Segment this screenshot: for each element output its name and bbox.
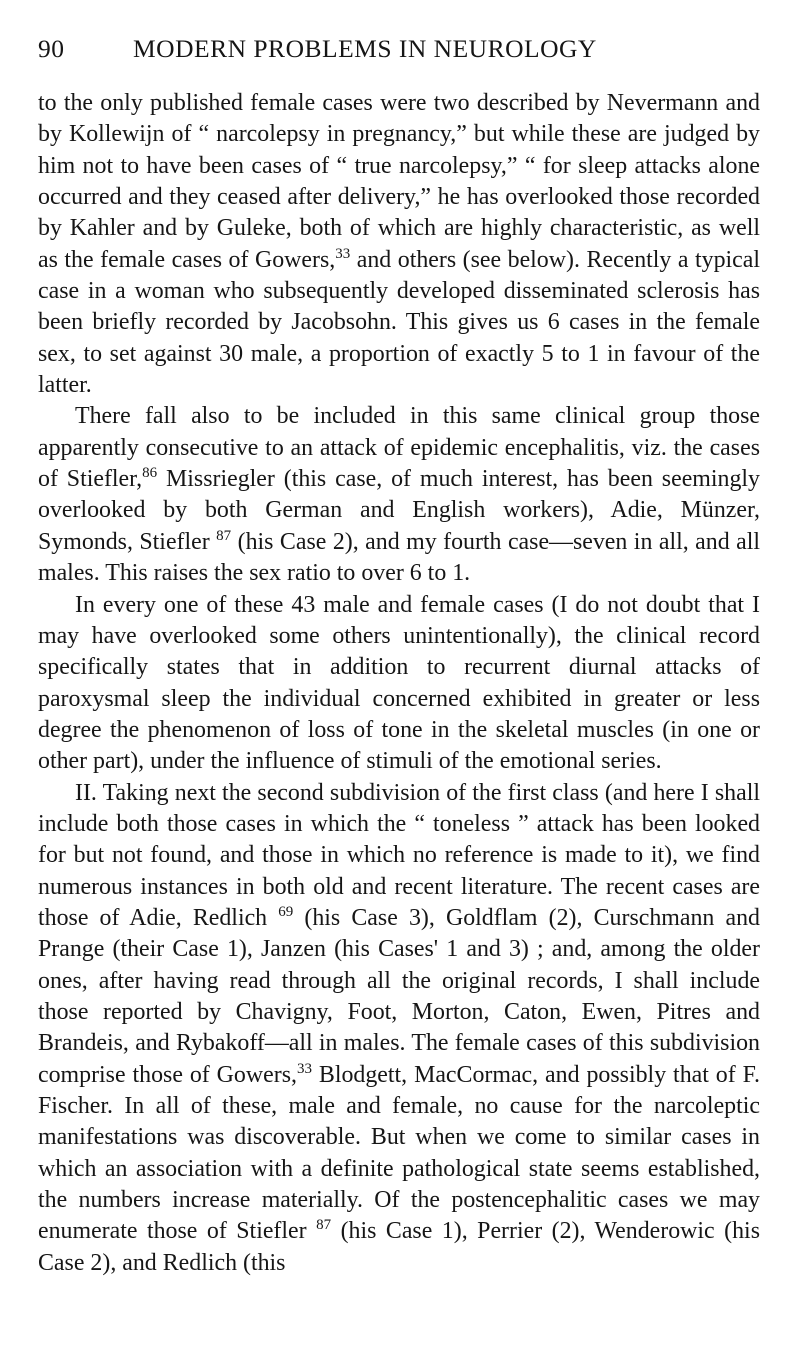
paragraph-4 <box>38 778 760 1280</box>
citation-superscript: 33 <box>335 245 351 262</box>
text-run: (his Case 2), and my fourth case—seven in all, and all males. This raises the sex ratio to over 6 to 1. <box>38 528 760 587</box>
text-run: II. Taking next the second subdivision of the first class (and here I shall include both those cases in which the “ toneless ” attack has been looked for but not found, and those in which no reference is made to it), we find numerous instances in both old and recent literature. The recent cases are those of Adie, Redlich <box>38 779 760 931</box>
citation-superscript: 33 <box>296 1060 312 1077</box>
page-header <box>38 34 758 74</box>
text-run: and others (see below). Recently a typical case in a woman who subsequently developed disseminated sclerosis has been briefly recorded by Jacobsohn. This gives us 6 cases in the female sex, to set against 30 male, a proportion of exactly 5 to 1 in favour of the latter. <box>38 246 760 399</box>
text-run: Missriegler (this case, of much interest, has been seemingly overlooked by both German and English workers), Adie, Münzer, Symonds, Stiefler <box>38 466 760 555</box>
text-run: (his Case 3), Goldflam (2), Curschmann and Prange (their Case 1), Janzen (his Cases' 1 and 3) ; and, among the older ones, after having read through all the original records, I shall include those reported by Chavigny, Foot, Morton, Caton, Ewen, Pitres and Brandeis, and Rybakoff—all in males. The female cases of this subdivision comprise those of Gowers, <box>38 904 760 1088</box>
paragraph-3 <box>38 590 760 778</box>
citation-superscript: 87 <box>216 527 232 544</box>
citation-superscript: 86 <box>142 465 158 482</box>
text-run: In every one of these 43 male and female cases (I do not doubt that I may have overlooked some others unintentionally), the clinical record specifically states that in addition to recurrent diurnal attacks of paroxysmal sleep the individual concerned exhibited in greater or less degree the phenomenon of loss of tone in the skeletal muscles (in one or other part), under the influence of stimuli of the emotional series. <box>38 591 760 775</box>
text-run: to the only published female cases were two described by Nevermann and by Kollewijn of “ narcolepsy in pregnancy,” but while these are judged by him not to have been cases of “ true narcolepsy,” “ for sleep attacks alone occurred and they ceased after delivery,” he has overlooked those recorded by Kahler and by Guleke, both of which are highly characteristic, as well as the female cases of Gowers, <box>38 90 760 273</box>
text-run: (his Case 1), Perrier (2), Wenderowic (his Case 2), and Redlich (this <box>38 1218 760 1276</box>
paragraph-1 <box>38 88 760 401</box>
text-run: Blodgett, MacCormac, and possibly that of F. Fischer. In all of these, male and female, no cause for the narcoleptic manifestations was discoverable. But when we come to similar cases in which an association with a definite pathological state seems established, the numbers increase materially. Of the postencephalitic cases we may enumerate those of Stiefler <box>38 1061 760 1245</box>
text-run: There fall also to be included in this same clinical group those apparently consecutive to an attack of epidemic encephalitis, viz. the cases of Stiefler, <box>38 403 760 493</box>
body-text <box>38 88 760 1279</box>
paragraph-2 <box>38 401 760 589</box>
running-title: MODERN PROBLEMS IN NEUROLOGY <box>133 34 597 63</box>
citation-superscript: 87 <box>316 1217 332 1234</box>
citation-superscript: 69 <box>278 903 294 920</box>
page-number: 90 <box>38 34 65 63</box>
